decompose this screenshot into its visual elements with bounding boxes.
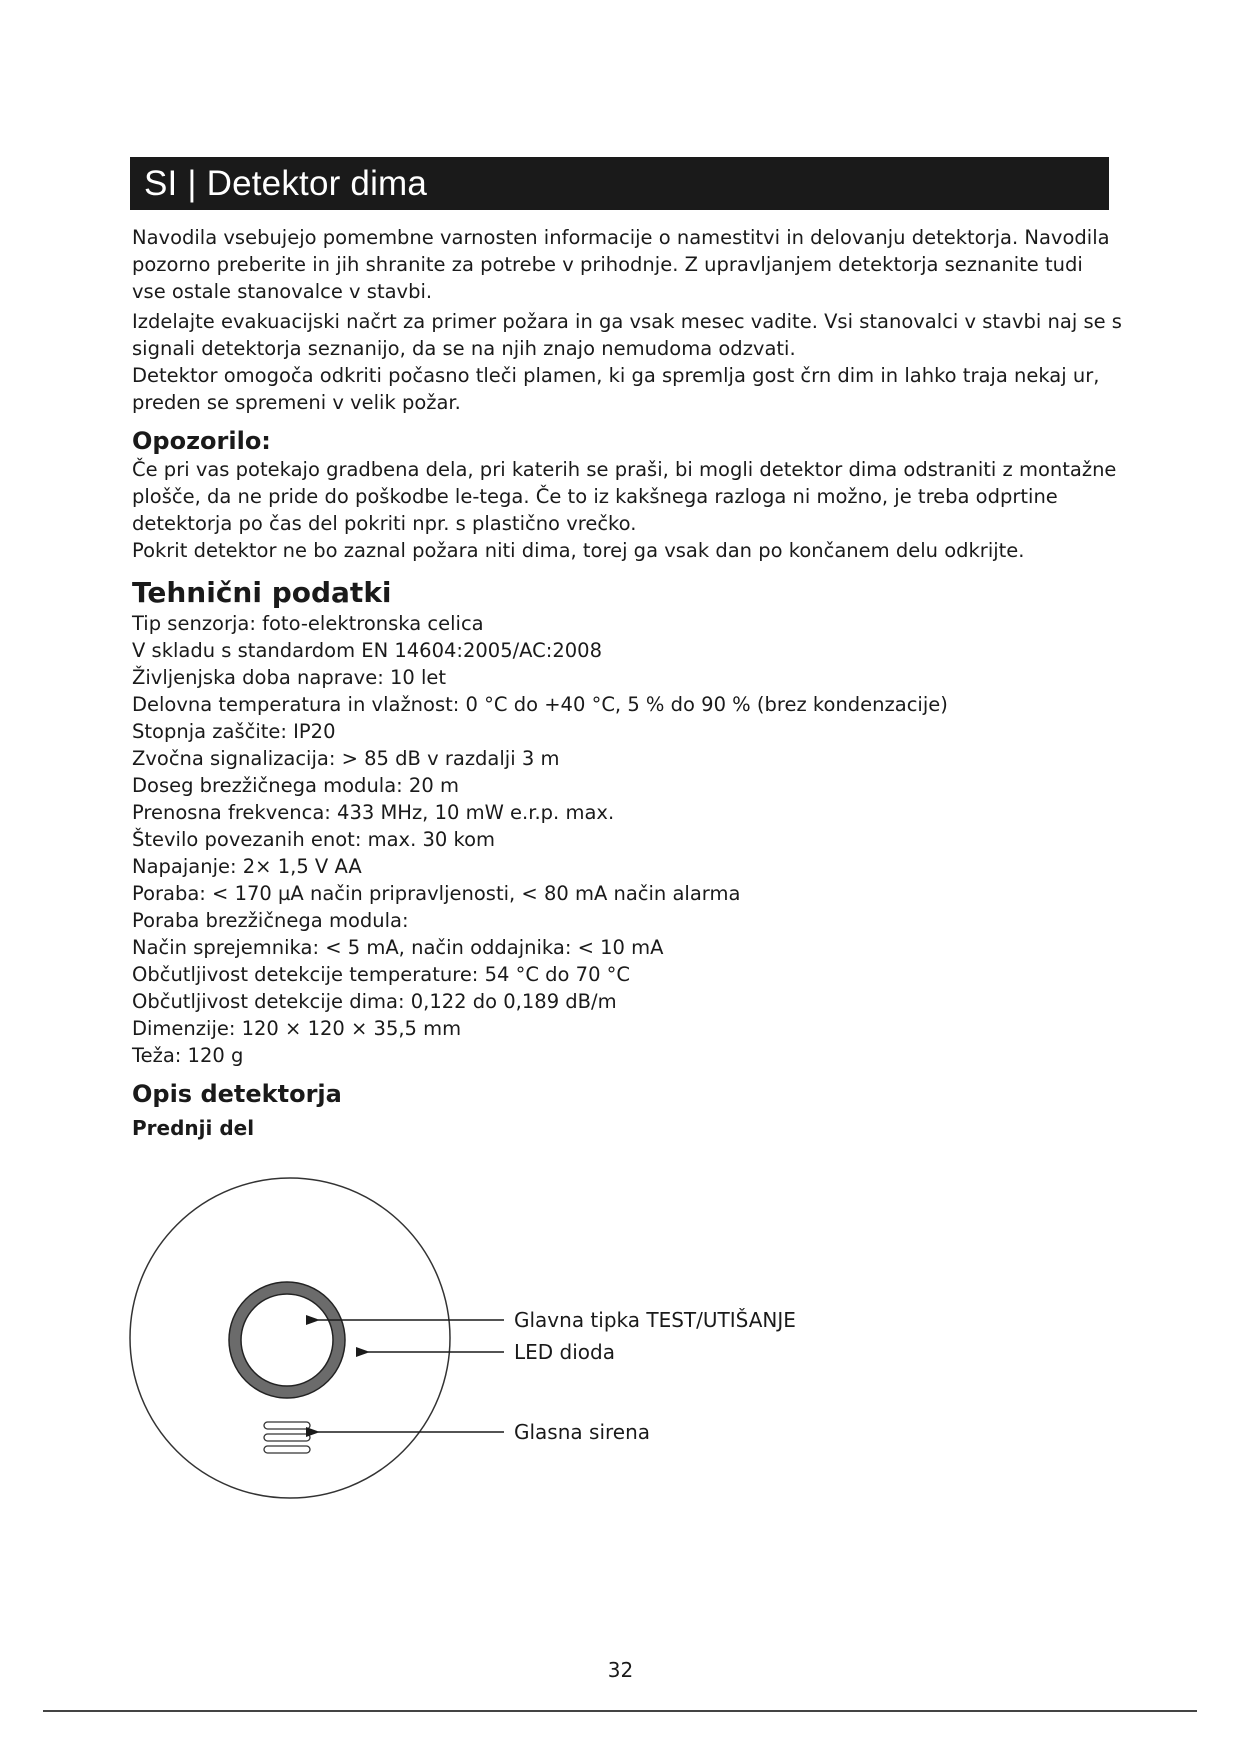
page-title: SI | Detektor dima: [130, 157, 1109, 210]
spec-line: Doseg brezžičnega modula: 20 m: [132, 774, 459, 797]
spec-line: Dimenzije: 120 × 120 × 35,5 mm: [132, 1017, 462, 1040]
specs-list: [132, 610, 1122, 1069]
main-content: [132, 224, 1122, 1143]
description-subheading: Prednji del: [132, 1116, 255, 1140]
spec-line: Tip senzorja: foto-elektronska celica: [132, 612, 484, 635]
spec-line: Poraba brezžičnega modula:: [132, 909, 409, 932]
test-button-label: Glavna tipka TEST/UTIŠANJE: [514, 1308, 796, 1332]
test-button-ring-outer-edge: [229, 1282, 345, 1398]
spec-line: Napajanje: 2× 1,5 V AA: [132, 855, 362, 878]
intro-paragraph-2: Izdelajte evakuacijski načrt za primer požara in ga vsak mesec vadite. Vsi stanovalci v stavbi naj se s signali detektorja seznanijo, da se na njih znajo nemudoma odzvati.: [132, 310, 1122, 360]
spec-line: V skladu s standardom EN 14604:2005/AC:2008: [132, 639, 602, 662]
description-heading: Opis detektorja: [132, 1080, 342, 1108]
spec-line: Poraba: < 170 µA način pripravljenosti, < 80 mA način alarma: [132, 882, 741, 905]
siren-label: Glasna sirena: [514, 1420, 651, 1444]
specs-heading: Tehnični podatki: [132, 576, 392, 609]
siren-grille-icon: [264, 1422, 310, 1453]
page-number: 32: [607, 1658, 634, 1682]
spec-line: Delovna temperatura in vlažnost: 0 °C do +40 °C, 5 % do 90 % (brez kondenzacije): [132, 693, 948, 716]
test-button-ring: [235, 1288, 339, 1392]
intro-paragraph-1: Navodila vsebujejo pomembne varnosten informacije o namestitvi in delovanju detektorja. Navodila pozorno preberite in jih shranite za potrebe v prihodnje. Z upravljanjem detektorja seznanite tudi vse ostale stanovalce v stavbi.: [132, 226, 1110, 303]
spec-line: Število povezanih enot: max. 30 kom: [132, 828, 496, 851]
warning-paragraph-1: Če pri vas potekajo gradbena dela, pri katerih se praši, bi mogli detektor dima odstraniti z montažne plošče, da ne pride do poškodbe le-tega. Če to iz kakšnega razloga ni možno, je treba odprtine detektorja po čas del pokriti npr. s plastično vrečko.: [132, 458, 1117, 535]
warning-paragraph-2: Pokrit detektor ne bo zaznal požara niti dima, torej ga vsak dan po končanem delu odkrijte.: [132, 539, 1025, 562]
spec-line: Zvočna signalizacija: > 85 dB v razdalji 3 m: [132, 747, 560, 770]
detector-body-outline: [130, 1178, 450, 1498]
spec-line: Življenjska doba naprave: 10 let: [132, 666, 447, 689]
footer-divider: [43, 1710, 1197, 1712]
test-button-ring-inner-edge: [241, 1294, 333, 1386]
warning-heading: Opozorilo:: [132, 427, 271, 455]
spec-line: Prenosna frekvenca: 433 MHz, 10 mW e.r.p. max.: [132, 801, 615, 824]
spec-line: Način sprejemnika: < 5 mA, način oddajnika: < 10 mA: [132, 936, 664, 959]
led-label: LED dioda: [514, 1340, 615, 1364]
intro-paragraph-3: Detektor omogoča odkriti počasno tleči plamen, ki ga spremlja gost črn dim in lahko traja nekaj ur, preden se spremeni v velik požar.: [132, 364, 1100, 414]
spec-line: Stopnja zaščite: IP20: [132, 720, 336, 743]
spec-line: Občutljivost detekcije dima: 0,122 do 0,189 dB/m: [132, 990, 617, 1013]
spec-line: Občutljivost detekcije temperature: 54 °C do 70 °C: [132, 963, 631, 986]
spec-line: Teža: 120 g: [132, 1044, 244, 1067]
